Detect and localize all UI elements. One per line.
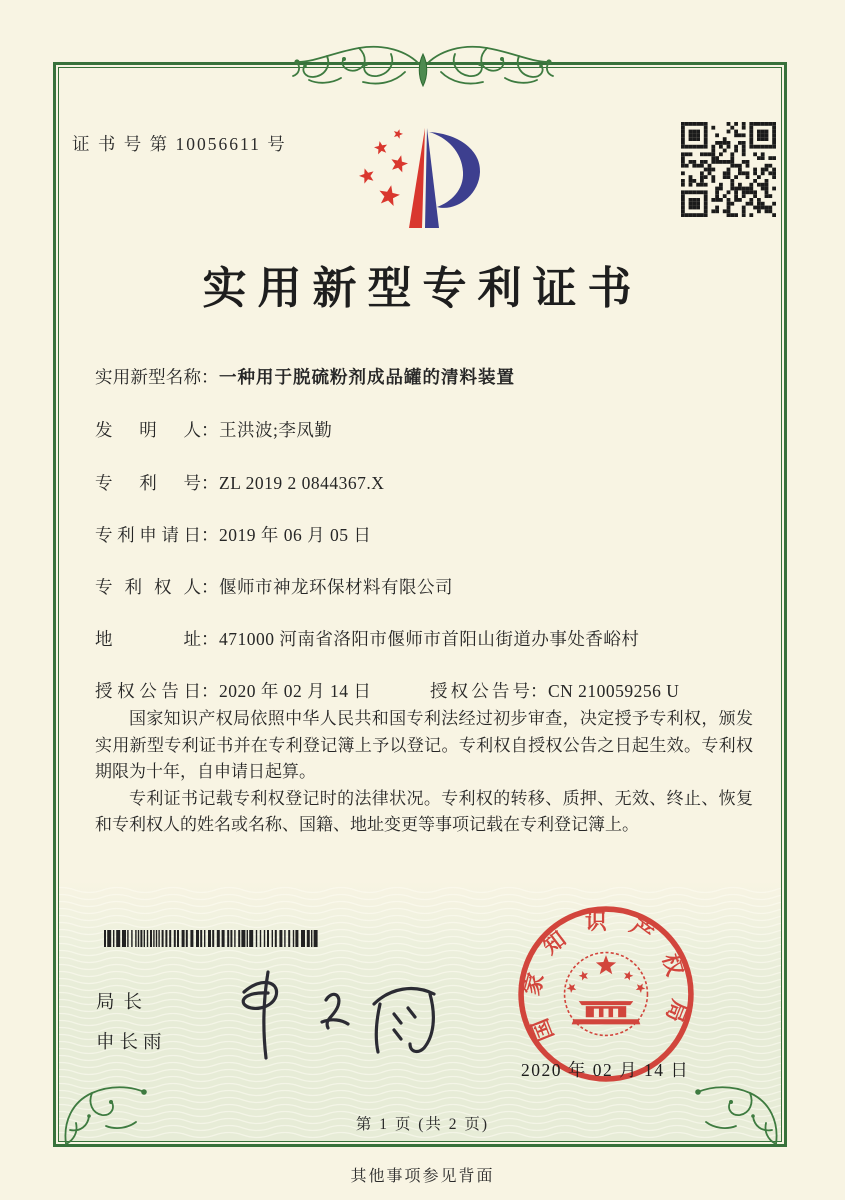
field-label: 专利权人 [95,577,201,597]
seal-emblem-gate [572,1001,641,1024]
field-value: ZL 2019 2 0844367.X [219,473,385,493]
field-row-address: 地址：471000 河南省洛阳市偃师市首阳山街道办事处香峪村 [95,626,639,651]
certificate-title: 实用新型专利证书 [202,264,643,313]
officer-name: 申长雨 [96,1033,167,1053]
field-row-utility-model-name: 实用新型名称：一种用于脱硫粉剂成品罐的清料装置 [95,364,515,389]
field-label: 地址 [95,629,201,649]
field-row-patent-number: 专利号：ZL 2019 2 0844367.X [95,470,384,495]
field-label: 授权公告日 [95,681,201,701]
certificate-number: 证 书 号 第 10056611 号 [72,134,287,154]
field-label: 实用新型名称 [95,367,201,387]
back-side-note: 其他事项参见背面 [350,1168,495,1185]
page-number: 第 1 页 (共 2 页) [355,1116,490,1133]
field-row-grant [95,678,680,703]
seal-ring-text: 国家知识产权局 [519,910,693,1045]
grant-date-pair: 授权公告日：2020 年 02 月 14 日 [95,681,371,701]
seal-emblem-stars [567,955,646,993]
legal-paragraph-1: 国家知识产权局依照中华人民共和国专利法经过初步审查，决定授予专利权，颁发实用新型专利证书并在专利登记簿上予以登记。专利权自授权公告之日起生效。专利权期限为十年，自申请日起算。 [95,709,753,781]
logo-tower-red [409,128,425,228]
legal-text [95,706,753,839]
cnipa-logo-icon [343,120,515,238]
top-border-flourish-ornament [287,32,559,94]
officer-block [96,988,167,1054]
field-value: 一种用于脱硫粉剂成品罐的清料装置 [219,367,515,387]
logo-tower-blue [425,128,439,228]
field-value: 偃师市神龙环保材料有限公司 [219,577,453,597]
officer-role: 局长 [96,993,152,1013]
grant-number-pair: 授权公告号：CN 210059256 U [430,678,679,703]
field-value: 王洪波;李凤勤 [219,420,333,440]
grant-date-value: 2020 年 02 月 14 日 [219,681,372,701]
field-row-inventors: 发明人：王洪波;李凤勤 [95,417,332,442]
grant-number-value: CN 210059256 U [548,681,680,701]
field-row-filing-date: 专利申请日：2019 年 06 月 05 日 [95,522,371,547]
qr-code [681,122,776,217]
field-row-patentee: 专利权人：偃师市神龙环保材料有限公司 [95,574,453,599]
field-value: 471000 河南省洛阳市偃师市首阳山街道办事处香峪村 [219,629,640,649]
barcode [104,930,318,947]
seal-date: 2020 年 02 月 14 日 [521,1060,690,1080]
field-label: 专利申请日 [95,525,201,545]
field-label: 授权公告号 [430,681,530,701]
field-value: 2019 年 06 月 05 日 [219,525,372,545]
field-label: 发明人 [95,420,201,440]
signature-icon [222,962,472,1064]
field-label: 专利号 [95,473,201,493]
logo-p-bowl [429,132,480,208]
legal-paragraph-2: 专利证书记载专利权登记时的法律状况。专利权的转移、质押、无效、终止、恢复和专利权人的姓名或名称、国籍、地址变更等事项记载在专利登记簿上。 [95,788,753,834]
